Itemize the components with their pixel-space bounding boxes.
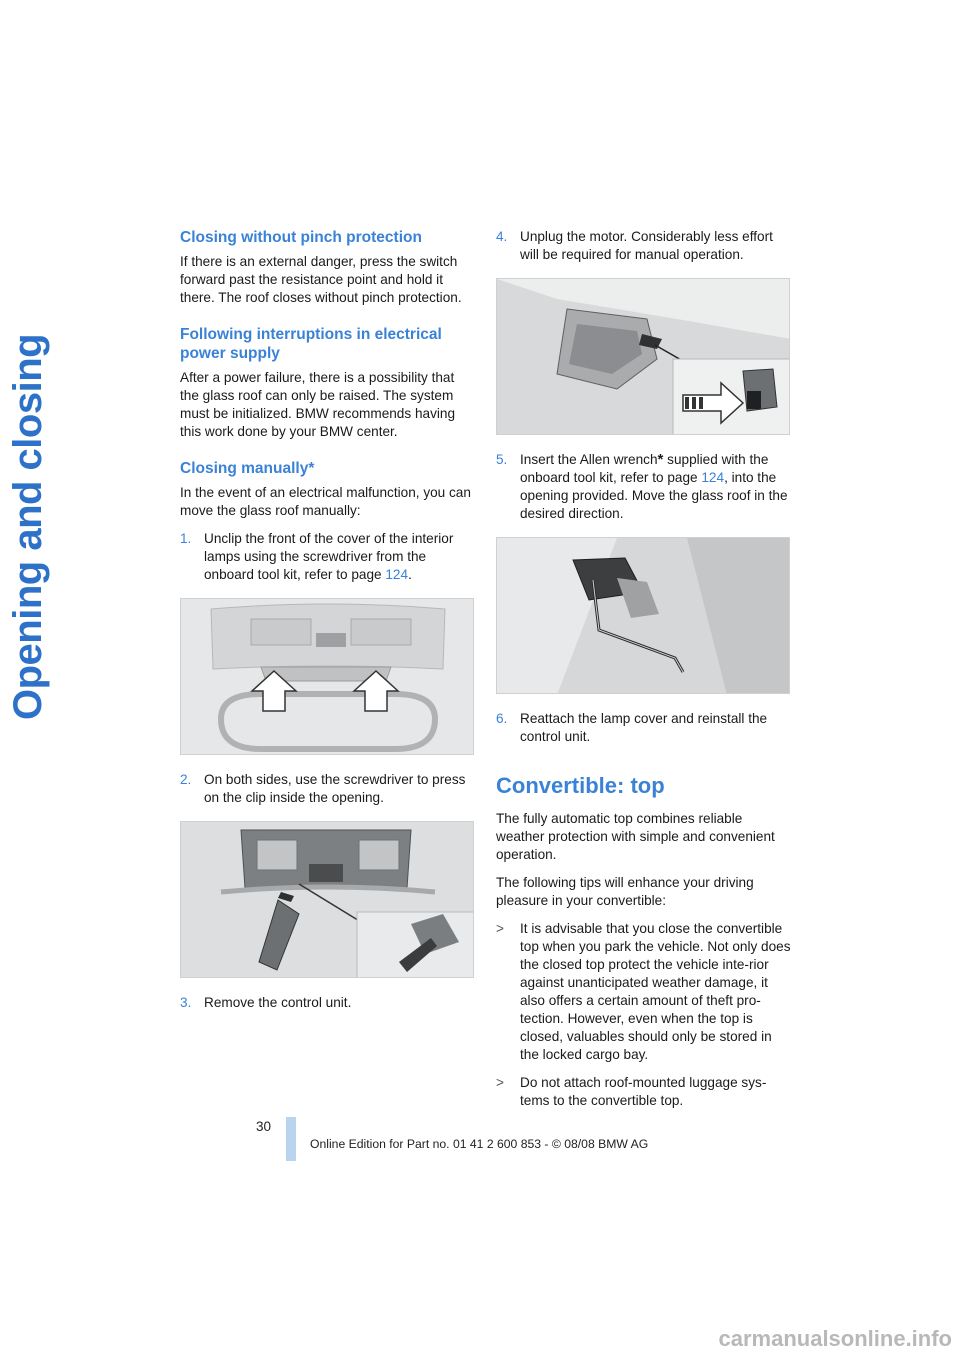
step-text: On both sides, use the screwdriver to press on the clip inside the opening. — [204, 772, 466, 805]
pinch-paragraph: If there is an external danger, press the switch forward past the resistance point and hold it there. The roof closes without pinch protection. — [180, 254, 462, 305]
step-number: 3. — [180, 995, 192, 1010]
step-3 — [180, 994, 476, 1012]
figure-interior-lamp-arrows — [180, 598, 474, 755]
step-2 — [180, 771, 476, 807]
step-1 — [180, 530, 476, 584]
step-number: 6. — [496, 711, 508, 726]
section-heading-power: Following interruptions in electrical power supply — [180, 326, 442, 362]
step-5 — [496, 451, 792, 523]
step-number: 1. — [180, 531, 192, 546]
bullet-luggage — [496, 1074, 792, 1110]
footer-edition-text: Online Edition for Part no. 01 41 2 600 853 - © 08/08 BMW AG — [310, 1137, 649, 1151]
manual-paragraph: In the event of an electrical malfunction, you can move the glass roof manually: — [180, 485, 471, 518]
bullet-text: It is advisable that you close the convertible top when you park the vehicle. Not only does the closed top protect the vehicle inte-rior against unanticipated weather damage, it also offers a certain amount of theft pro-tection. However, even when the top is closed, valuables should only be stored in the locked cargo bay. — [520, 921, 791, 1062]
step-number: 5. — [496, 452, 508, 467]
site-watermark: carmanualsonline.info — [718, 1326, 952, 1351]
page-link-124[interactable]: 124 — [385, 567, 409, 582]
figure-screwdriver-clip — [180, 821, 474, 978]
convertible-paragraph-1: The fully automatic top combines reliable weather protection with simple and convenient operation. — [496, 811, 775, 862]
page-number: 30 — [256, 1119, 272, 1134]
optional-equipment-star: * — [657, 451, 664, 468]
right-column — [496, 228, 792, 1120]
footer-accent-bar — [286, 1117, 296, 1161]
convertible-paragraph-2: The following tips will enhance your driving pleasure in your convertible: — [496, 875, 754, 908]
left-column — [180, 228, 476, 1022]
figure-unplug-motor — [496, 278, 790, 435]
bullet-marker: > — [496, 921, 504, 936]
step-6 — [496, 710, 792, 746]
section-heading-manual: Closing manually* — [180, 460, 315, 477]
chapter-sidebar-title: Opening and closing — [6, 333, 50, 720]
section-heading-convertible-top: Convertible: top — [496, 773, 665, 798]
bullet-text: Do not attach roof-mounted luggage sys-tems to the convertible top. — [520, 1075, 767, 1108]
power-paragraph: After a power failure, there is a possibility that the glass roof can only be raised. The system must be initialized. BMW recommends having this work done by your BMW center. — [180, 370, 456, 439]
step-4 — [496, 228, 792, 264]
step-text: Remove the control unit. — [204, 995, 352, 1010]
page-link-124[interactable]: 124 — [701, 470, 725, 485]
bullet-marker: > — [496, 1075, 504, 1090]
figure-allen-wrench — [496, 537, 790, 694]
step-number: 4. — [496, 229, 508, 244]
page-footer — [0, 1117, 960, 1162]
step-number: 2. — [180, 772, 192, 787]
bullet-close-top — [496, 920, 792, 1064]
section-heading-pinch: Closing without pinch protection — [180, 229, 422, 246]
step-text: Reattach the lamp cover and reinstall the control unit. — [520, 711, 768, 744]
step-text: Unplug the motor. Considerably less effort will be required for manual operation. — [520, 229, 773, 262]
step-text: Insert the Allen wrench* supplied with the onboard tool kit, refer to page 124, into the opening provided. Move the glass roof in the desired direction. — [520, 451, 788, 521]
step-text: Unclip the front of the cover of the interior lamps using the screwdriver from the onboard tool kit, refer to page 124. — [204, 531, 454, 582]
